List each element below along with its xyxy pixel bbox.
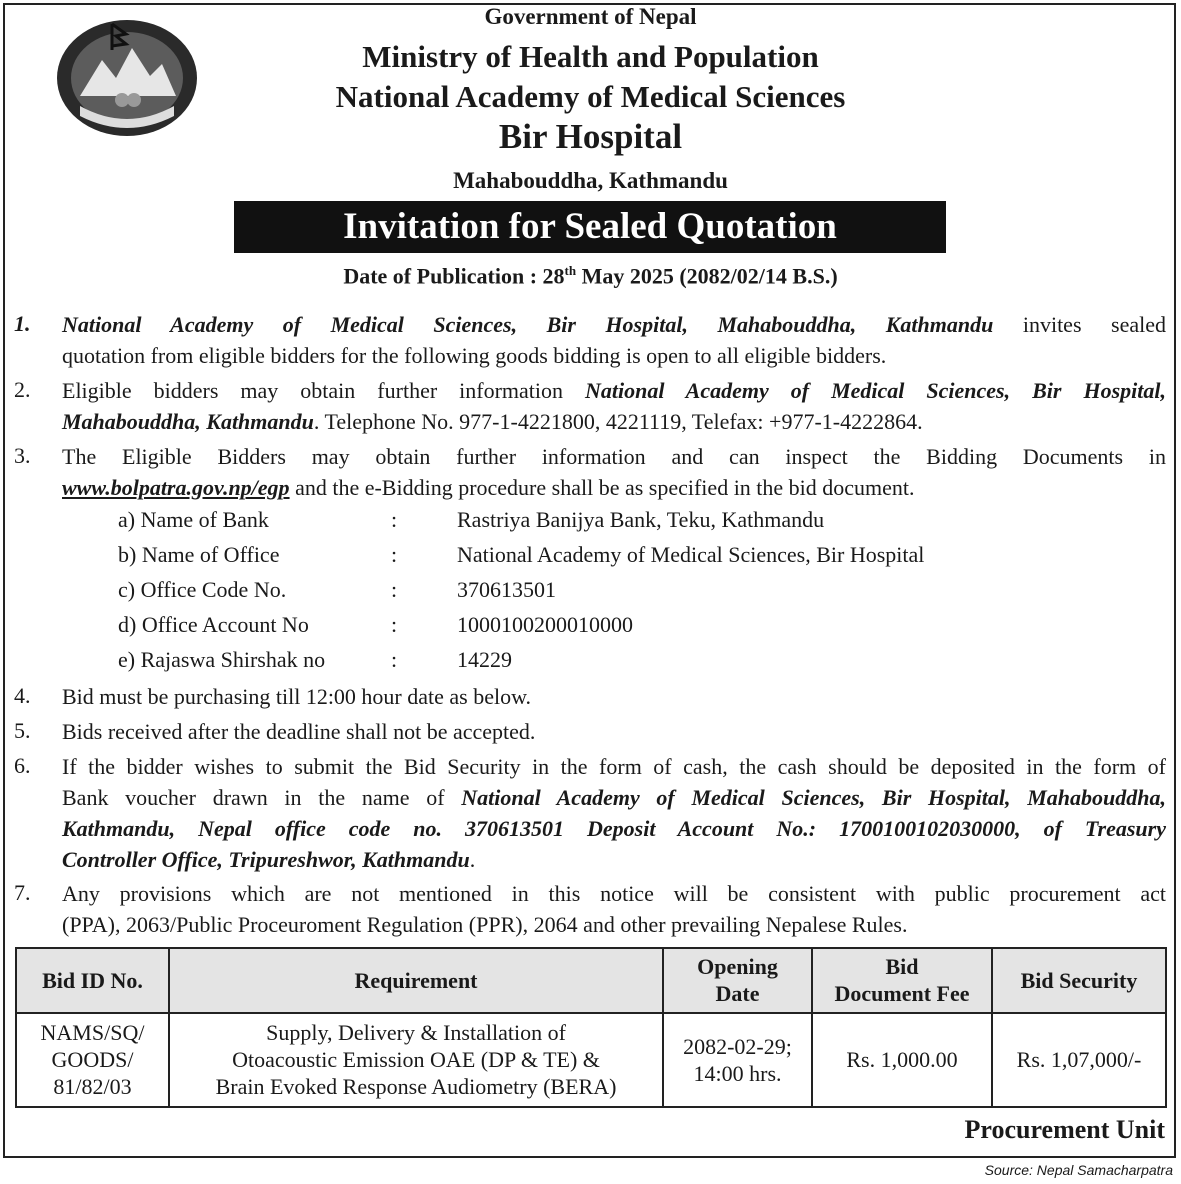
bank-detail-label: b) Name of Office [118, 542, 280, 567]
notice-title: Invitation for Sealed Quotation [234, 201, 946, 253]
cell-requirement: Supply, Delivery & Installation of Otoacoustic Emission OAE (DP & TE) & Brain Evoked Response Audiometry (BERA) [169, 1013, 663, 1107]
item-7-text: Any provisions which are not mentioned in this notice will be consistent with public procurement act (PPA), 2063/Public Proceuroment Regulation (PPR), 2064 and other prevailing Nepalese Rules. [62, 881, 1166, 937]
hospital-location: Mahabouddha, Kathmandu [453, 168, 728, 193]
item-number: 2. [14, 377, 31, 402]
cell-bid-security: Rs. 1,07,000/- [992, 1013, 1166, 1107]
bank-detail-colon: : [391, 612, 398, 637]
bank-detail-colon: : [391, 542, 398, 567]
col-bid-id: Bid ID No. [16, 948, 169, 1013]
cell-document-fee: Rs. 1,000.00 [812, 1013, 992, 1107]
table-header-row [16, 948, 1166, 1013]
bank-detail-label: a) Name of Bank [118, 507, 269, 532]
col-opening-date: Opening Date [663, 948, 812, 1013]
bank-detail-label: e) Rajaswa Shirshak no [118, 647, 326, 672]
item-number: 6. [14, 753, 31, 778]
col-requirement: Requirement [169, 948, 663, 1013]
bolpatra-link[interactable]: www.bolpatra.gov.np/egp [62, 475, 290, 500]
publication-date: Date of Publication : 28th May 2025 (2082/02/14 B.S.) [343, 263, 838, 289]
hospital-name: Bir Hospital [498, 117, 683, 156]
bank-detail-value: National Academy of Medical Sciences, Bir Hospital [457, 542, 925, 567]
item-5-text: Bids received after the deadline shall not be accepted. [62, 719, 536, 744]
table-row [16, 1013, 1166, 1107]
item-number: 3. [14, 443, 31, 468]
item-4-text: Bid must be purchasing till 12:00 hour date as below. [62, 684, 532, 709]
procurement-unit: Procurement Unit [964, 1115, 1165, 1144]
item-1-text: National Academy of Medical Sciences, Bir Hospital, Mahabouddha, Kathmandu invites sealed quotation from eligible bidders for the following goods bidding is open to all eligible bidders. [62, 312, 1166, 368]
col-document-fee: Bid Document Fee [812, 948, 992, 1013]
col-bid-security: Bid Security [992, 948, 1166, 1013]
bid-table [15, 947, 1167, 1108]
bank-detail-colon: : [391, 577, 398, 602]
bank-detail-value: 1000100200010000 [457, 612, 633, 637]
bank-detail-label: d) Office Account No [118, 612, 309, 637]
item-6-text: If the bidder wishes to submit the Bid Security in the form of cash, the cash should be deposited in the form of Bank voucher drawn in the name of National Academy of Medical Sciences, Bir Hospital, Mahabouddha, Kathmandu, Nepal office code no. 370613501 Deposit Account No.: 1700100102030000, of Treasury Controller Office, Tripureshwor, Kathmandu. [62, 754, 1166, 872]
academy-name: National Academy of Medical Sciences [335, 79, 846, 114]
source-credit: Source: Nepal Samacharpatra [984, 1162, 1173, 1178]
bank-detail-value: Rastriya Banijya Bank, Teku, Kathmandu [457, 507, 825, 532]
item-number: 7. [14, 880, 31, 905]
bank-detail-value: 370613501 [457, 577, 556, 602]
government-name: Government of Nepal [484, 4, 697, 29]
bank-detail-colon: : [391, 647, 398, 672]
bank-detail-colon: : [391, 507, 398, 532]
item-number: 4. [14, 683, 31, 708]
cell-bid-id: NAMS/SQ/ GOODS/ 81/82/03 [16, 1013, 169, 1107]
bank-detail-value: 14229 [457, 647, 512, 672]
cell-opening-date: 2082-02-29; 14:00 hrs. [663, 1013, 812, 1107]
item-3-text: The Eligible Bidders may obtain further information and can inspect the Bidding Documents in www.bolpatra.gov.np/egp and the e-Bidding procedure shall be as specified in the bid document. [62, 444, 1166, 500]
ministry-name: Ministry of Health and Population [362, 39, 819, 74]
item-2-text: Eligible bidders may obtain further information National Academy of Medical Sciences, Bir Hospital, Mahabouddha, Kathmandu. Telephone No. 977-1-4221800, 4221119, Telefax: +977-1-4222864. [62, 378, 1166, 434]
bank-detail-label: c) Office Code No. [118, 577, 287, 602]
item-number: 1. [14, 311, 31, 336]
item-number: 5. [14, 718, 31, 743]
